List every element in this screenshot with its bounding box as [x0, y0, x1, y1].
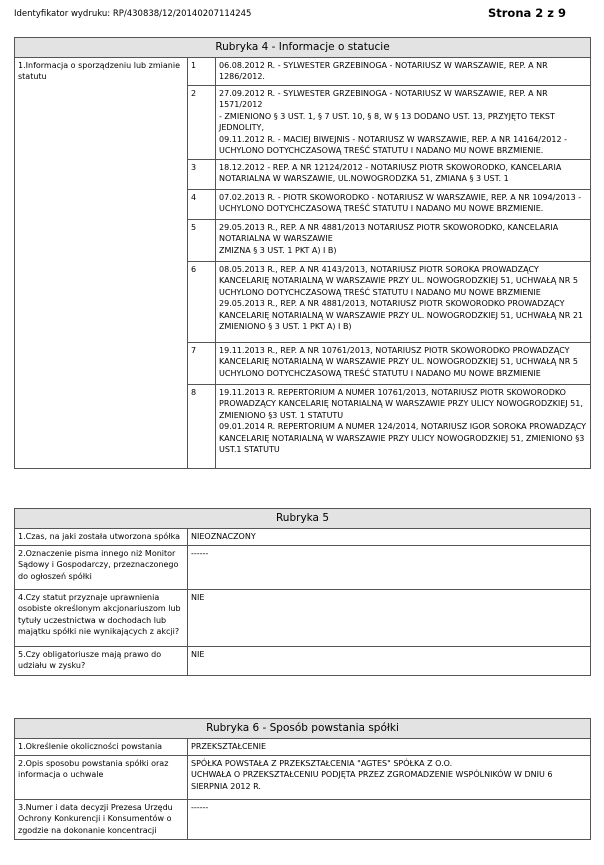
field-value: ------ — [188, 799, 591, 839]
statute-entry: 08.05.2013 R., REP. A NR 4143/2013, NOTARIUSZ PIOTR SOROKA PROWADZĄCY KANCELARIĘ NOTARIALNĄ W WARSZAWIE PRZY UL. NOWOGRODZKIEJ 51, UCHWAŁĄ NR 5 UCHYLONO DOTYCHCZASOWĄ TREŚĆ STATUTU I NADANO MU NOWE BRZMIENIE 29.05.2013 R., REP. A NR 4881/2013, NOTARIUSZ PIOTR SKOWORODKO PROWADZĄCY KANCELARIĘ NOTARIALNĄ W WARSZAWIE PRZY UL. NOWOGRODZKIEJ 51, UCHWAŁĄ NR 21 ZMIENIONO § 3 UST. 1 PKT A) I B) — [216, 261, 591, 342]
statute-entry: 19.11.2013 R., REP. A NR 10761/2013, NOTARIUSZ PIOTR SKOWORODKO PROWADZĄCY KANCELARIĘ NOTARIALNĄ W WARSZAWIE PRZY UL. NOWOGRODZKIEJ 51, UCHWAŁĄ NR 5 UCHYLONO DOTYCHCZASOWĄ TREŚĆ STATUTU I NADANO MU NOWE BRZMIENIE — [216, 342, 591, 384]
statute-entry: 29.05.2013 R., REP. A NR 4881/2013 NOTARIUSZ PIOTR SKOWORODKO, KANCELARIA NOTARIALNA W WARSZAWIE ZMIZNA § 3 UST. 1 PKT A) I B) — [216, 219, 591, 261]
statute-entry: 07.02.2013 R. - PIOTR SKOWORODKO - NOTARIUSZ W WARSZAWIE, REP. A NR 1094/2013 - UCHYLONO DOTYCHCZASOWĄ TREŚĆ STATUTU I NADANO MU NOWE BRZMIENIE. — [216, 189, 591, 219]
rubryka-6-title: Rubryka 6 - Sposób powstania spółki — [15, 719, 591, 739]
print-identifier: Identyfikator wydruku: RP/430838/12/20140207114245 — [14, 9, 252, 19]
field-label: 5.Czy obligatoriusze mają prawo do udziału w zysku? — [15, 646, 188, 675]
entry-number: 7 — [188, 342, 216, 384]
rubryka-6-table — [14, 718, 591, 840]
field-value: SPÓŁKA POWSTAŁA Z PRZEKSZTAŁCENIA "AGTES" SPÓŁKA Z O.O. UCHWAŁA O PRZEKSZTAŁCENIU PODJĘTA PRZEZ ZGROMADZENIE WSPÓLNIKÓW W DNIU 6 SIERPNIA 2012 R. — [188, 755, 591, 799]
statute-entry: 18.12.2012 - REP. A NR 12124/2012 - NOTARIUSZ PIOTR SKOWORODKO, KANCELARIA NOTARIALNA W WARSZAWIE, UL.NOWOGRODZKA 51, ZMIANA § 3 UST. 1 — [216, 159, 591, 189]
field-value: NIE — [188, 589, 591, 646]
field-value: PRZEKSZTAŁCENIE — [188, 738, 591, 755]
statute-entry: 06.08.2012 R. - SYLWESTER GRZEBINOGA - NOTARIUSZ W WARSZAWIE, REP. A NR 1286/2012. — [216, 57, 591, 85]
statute-entry: 27.09.2012 R. - SYLWESTER GRZEBINOGA - NOTARIUSZ W WARSZAWIE, REP. A NR 1571/2012 - ZMIENIONO § 3 UST. 1, § 7 UST. 10, § 8, W § 13 DODANO UST. 13, PRZYJĘTO TEKST JEDNOLITY, 09.11.2012 R. - MACIEJ BIWEJNIS - NOTARIUSZ W WARSZAWIE, REP. A NR 14164/2012 - UCHYLONO DOTYCHCZASOWĄ TREŚĆ STATUTU I NADANO MU NOWE BRZMIENIE. — [216, 85, 591, 159]
entry-number: 4 — [188, 189, 216, 219]
rubryka-4-title: Rubryka 4 - Informacje o statucie — [15, 38, 591, 58]
field-value: NIE — [188, 646, 591, 675]
entry-number: 1 — [188, 57, 216, 85]
field-label: 2.Oznaczenie pisma innego niż Monitor Sądowy i Gospodarczy, przeznaczonego do ogłoszeń spółki — [15, 545, 188, 589]
field-label: 1.Określenie okoliczności powstania — [15, 738, 188, 755]
rubryka-5-title: Rubryka 5 — [15, 509, 591, 529]
field-label: 2.Opis sposobu powstania spółki oraz informacja o uchwale — [15, 755, 188, 799]
rubryka-4-table — [14, 37, 591, 469]
entry-number: 2 — [188, 85, 216, 159]
page-header — [14, 6, 590, 24]
field-label: 4.Czy statut przyznaje uprawnienia osobiste określonym akcjonariuszom lub tytuły uczestnictwa w dochodach lub majątku spółki nie wynikających z akcji? — [15, 589, 188, 646]
field-value: NIEOZNACZONY — [188, 528, 591, 545]
entry-number: 8 — [188, 384, 216, 468]
page-number: Strona 2 z 9 — [487, 6, 566, 20]
field-label: 1.Czas, na jaki została utworzona spółka — [15, 528, 188, 545]
entry-number: 3 — [188, 159, 216, 189]
statute-entry: 19.11.2013 R. REPERTORIUM A NUMER 10761/2013, NOTARIUSZ PIOTR SKOWORODKO PROWADZĄCY KANCELARIĘ NOTARIALNĄ W WARSZAWIE PRZY ULICY NOWOGRODZKIEJ 51, ZMIENIONO §3 UST. 1 STATUTU 09.01.2014 R. REPERTORIUM A NUMER 124/2014, NOTARIUSZ IGOR SOROKA PROWADZĄCY KANCELARIĘ NOTARIALNĄ W WARSZAWIE PRZY ULICY NOWOGRODZKIEJ 51, ZMIENIONO §3 UST.1 STATUTU — [216, 384, 591, 468]
entry-number: 5 — [188, 219, 216, 261]
rubryka-5-table — [14, 508, 591, 676]
field-value: ------ — [188, 545, 591, 589]
statute-info-label: 1.Informacja o sporządzeniu lub zmianie statutu — [15, 57, 188, 468]
field-label: 3.Numer i data decyzji Prezesa Urzędu Ochrony Konkurencji i Konsumentów o zgodzie na dokonanie koncentracji — [15, 799, 188, 839]
entry-number: 6 — [188, 261, 216, 342]
